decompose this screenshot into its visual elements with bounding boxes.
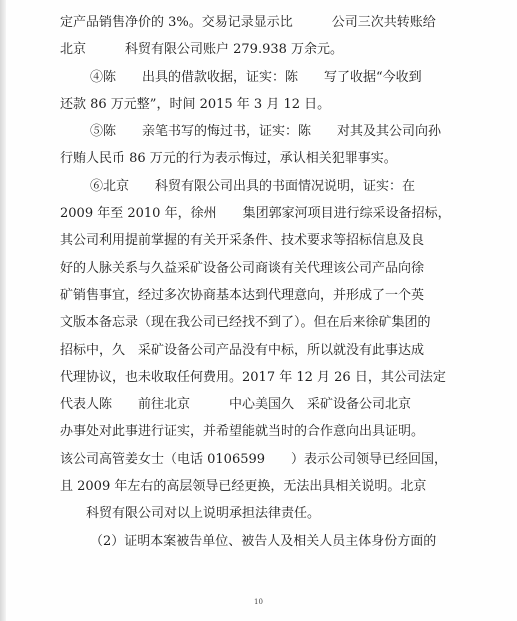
text-line: 招标中，久 采矿设备公司产品没有中标，所以就没有此事达成 (60, 342, 425, 358)
text-line: 行贿人民币 86 万元的行为表示悔过，承认相关犯罪事实。 (60, 151, 397, 167)
page-number: 10 (254, 598, 263, 606)
text-line: 办事处对此事进行证实，并希望能就当时的合作意向出具证明。 (60, 424, 425, 440)
text-line: 定产品销售净价的 3%。交易记录显示比 公司三次共转账给 (60, 15, 436, 30)
text-line: 该公司高管姜女士（电话 0106599 ）表示公司领导已经回国， (60, 451, 448, 467)
text-line: 矿销售事宜，经过多次协商基本达到代理意向，并形成了一个英 (60, 287, 425, 303)
text-line: 科贸有限公司对以上说明承担法律责任。 (60, 506, 321, 522)
text-line: 代理协议，也未收取任何费用。2017 年 12 月 26 日，其公司法定 (60, 369, 446, 385)
text-line: 文版本备忘录（现在我公司已经找不到了）。但在后来徐矿集团的 (60, 315, 431, 331)
text-line: 代表人陈 前往北京 中心美国久 采矿设备公司北京 (60, 397, 412, 413)
text-line: （2）证明本案被告单位、被告人及相关人员主体身份方面的 (90, 533, 437, 549)
text-line: 还款 86 万元整”，时间 2015 年 3 月 12 日。 (60, 96, 331, 112)
scan-edge-shadow (0, 0, 6, 621)
text-line: ⑥北京 科贸有限公司出具的书面情况说明，证实：在 (90, 178, 416, 194)
text-line: 北京 科贸有限公司账户 279.938 万余元。 (60, 42, 344, 58)
text-line: 2009 年至 2010 年，徐州 集团郭家河项目进行综采设备招标， (60, 206, 451, 222)
text-line: 其公司利用提前掌握的有关开采条件、技术要求等招标信息及良 (60, 233, 425, 249)
text-line: 好的人脉关系与久益采矿设备公司商谈有关代理该公司产品向徐 (60, 260, 425, 276)
text-line: ⑤陈 亲笔书写的悔过书，证实：陈 对其及其公司向孙 (90, 124, 442, 140)
body-text (60, 9, 480, 555)
text-line: 且 2009 年左右的高层领导已经更换，无法出具相关说明。北京 (60, 479, 427, 495)
text-line: ④陈 出具的借款收据，证实：陈 写了收据“今收到 (90, 69, 422, 85)
